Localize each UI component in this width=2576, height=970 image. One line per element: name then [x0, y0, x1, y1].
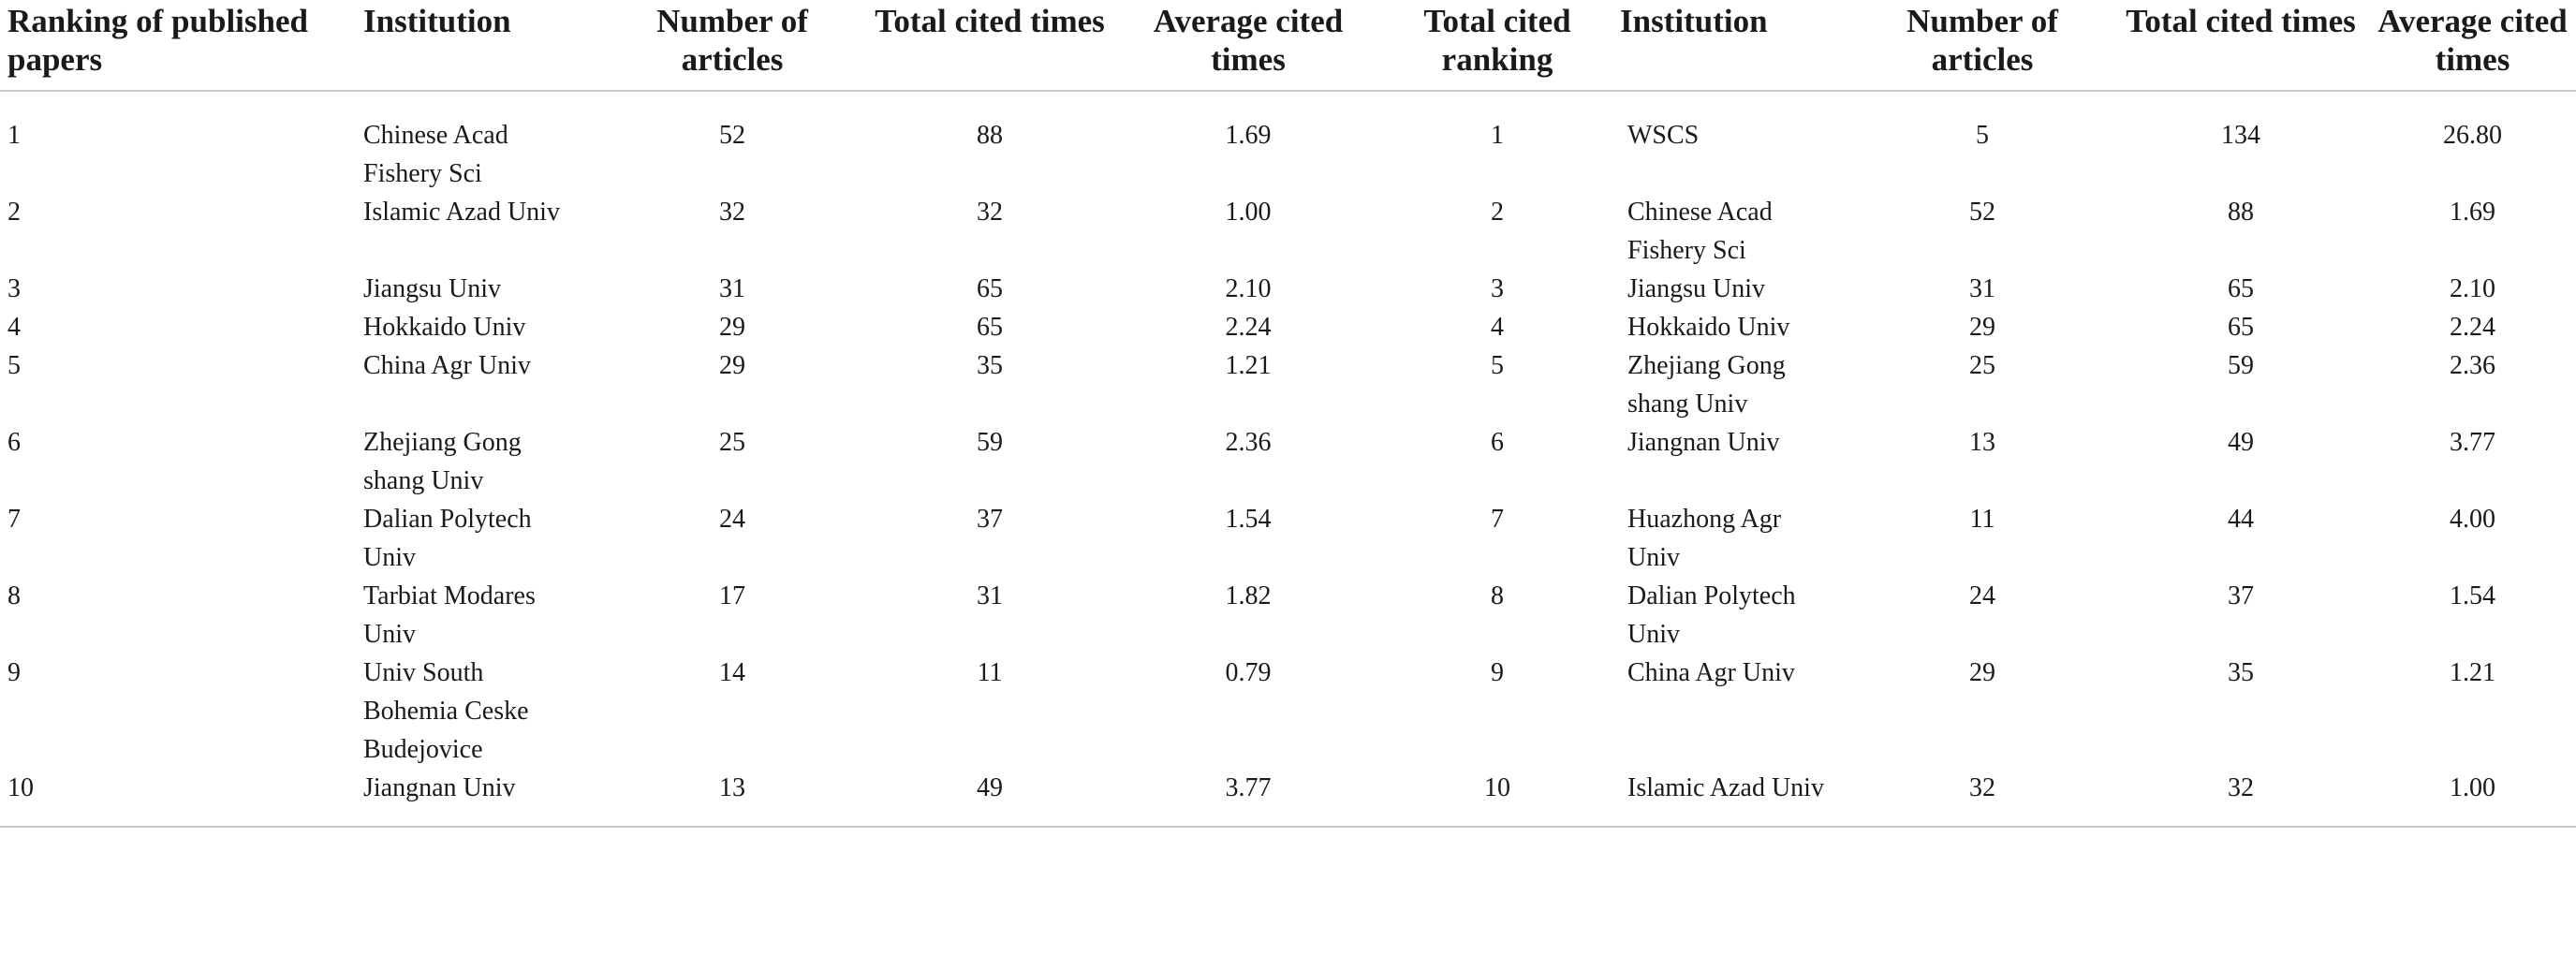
cell-average-cited-times — [1114, 193, 1378, 270]
cell-number-of-articles-2-text: 29 — [1969, 658, 1995, 687]
cell-number-of-articles — [599, 577, 861, 654]
cell-rank-published — [0, 654, 356, 769]
cell-number-of-articles-text: 52 — [719, 121, 745, 150]
cell-number-of-articles-2-text: 11 — [1969, 505, 1995, 534]
cell-number-of-articles-2 — [1848, 577, 2112, 654]
header-average-cited-times: Average cited times — [1114, 0, 1378, 91]
cell-institution-text: Hokkaido Univ — [363, 313, 526, 342]
cell-institution-text: Chinese Acad Fishery Sci — [363, 121, 508, 188]
cell-rank-published-text: 3 — [7, 274, 21, 303]
cell-institution-2-text: Dalian Polytech Univ — [1627, 581, 1796, 649]
cell-total-cited-times — [861, 500, 1114, 577]
cell-total-cited-ranking — [1378, 769, 1612, 827]
cell-average-cited-times-text: 1.00 — [1225, 198, 1272, 227]
header-institution-2: Institution — [1612, 0, 1848, 91]
cell-total-cited-times-2-text: 59 — [2228, 351, 2254, 380]
cell-number-of-articles — [599, 769, 861, 827]
cell-average-cited-times-2-text: 1.54 — [2450, 581, 2495, 610]
cell-total-cited-times-text: 37 — [977, 505, 1003, 534]
cell-total-cited-times — [861, 423, 1114, 500]
cell-institution-2-text: WSCS — [1627, 121, 1700, 150]
cell-number-of-articles-2 — [1848, 654, 2112, 769]
cell-total-cited-ranking-text: 4 — [1491, 313, 1504, 342]
cell-average-cited-times — [1114, 654, 1378, 769]
cell-rank-published-text: 1 — [7, 121, 21, 150]
cell-total-cited-times-2-text: 65 — [2228, 313, 2254, 342]
cell-institution-2 — [1612, 193, 1848, 270]
cell-average-cited-times — [1114, 346, 1378, 423]
header-total-cited-times: Total cited times — [861, 0, 1114, 91]
cell-rank-published — [0, 91, 356, 193]
cell-number-of-articles-2 — [1848, 346, 2112, 423]
cell-total-cited-ranking-text: 5 — [1491, 351, 1504, 380]
cell-total-cited-ranking — [1378, 193, 1612, 270]
cell-number-of-articles-2-text: 25 — [1969, 351, 1995, 380]
cell-average-cited-times-text: 2.10 — [1225, 274, 1272, 303]
cell-rank-published-text: 9 — [7, 658, 21, 687]
cell-average-cited-times — [1114, 577, 1378, 654]
header-institution: Institution — [356, 0, 599, 91]
cell-rank-published — [0, 193, 356, 270]
header-total-cited-times-2: Total cited times — [2112, 0, 2365, 91]
cell-total-cited-ranking — [1378, 346, 1612, 423]
cell-total-cited-times-2-text: 88 — [2228, 198, 2254, 227]
cell-number-of-articles — [599, 270, 861, 308]
table-row — [0, 346, 2576, 423]
cell-institution-2-text: Huazhong Agr Univ — [1627, 505, 1782, 572]
cell-average-cited-times-text: 1.69 — [1225, 121, 1272, 150]
cell-total-cited-times — [861, 577, 1114, 654]
cell-rank-published — [0, 500, 356, 577]
cell-number-of-articles-text: 24 — [719, 505, 745, 534]
cell-total-cited-ranking — [1378, 270, 1612, 308]
cell-average-cited-times-2 — [2365, 423, 2576, 500]
table-row — [0, 654, 2576, 769]
cell-institution-2 — [1612, 91, 1848, 193]
cell-institution-text: Tarbiat Modares Univ — [363, 581, 536, 649]
cell-number-of-articles — [599, 308, 861, 346]
cell-average-cited-times-2 — [2365, 654, 2576, 769]
cell-institution — [356, 346, 599, 423]
cell-total-cited-times-text: 35 — [977, 351, 1003, 380]
cell-average-cited-times-2 — [2365, 500, 2576, 577]
table-header — [0, 0, 2576, 91]
cell-rank-published-text: 2 — [7, 198, 21, 227]
header-number-of-articles: Number of articles — [599, 0, 861, 91]
cell-institution-2 — [1612, 423, 1848, 500]
cell-total-cited-times-2 — [2112, 308, 2365, 346]
cell-average-cited-times-text: 1.82 — [1225, 581, 1272, 610]
cell-rank-published — [0, 769, 356, 827]
cell-number-of-articles-2-text: 5 — [1976, 121, 1989, 150]
cell-average-cited-times — [1114, 769, 1378, 827]
cell-number-of-articles-2 — [1848, 193, 2112, 270]
cell-institution — [356, 308, 599, 346]
cell-total-cited-times-2 — [2112, 346, 2365, 423]
cell-institution-2-text: China Agr Univ — [1627, 658, 1795, 687]
cell-institution-text: Dalian Polytech Univ — [363, 505, 532, 572]
cell-total-cited-ranking-text: 7 — [1491, 505, 1504, 534]
cell-average-cited-times-text: 2.24 — [1225, 313, 1272, 342]
cell-total-cited-times — [861, 193, 1114, 270]
cell-number-of-articles-text: 13 — [719, 773, 745, 802]
cell-rank-published-text: 8 — [7, 581, 21, 610]
cell-average-cited-times-2 — [2365, 769, 2576, 827]
cell-number-of-articles — [599, 346, 861, 423]
cell-average-cited-times-2-text: 2.10 — [2450, 274, 2495, 303]
cell-average-cited-times-2-text: 1.69 — [2450, 198, 2495, 227]
cell-average-cited-times-text: 1.54 — [1225, 505, 1272, 534]
header-average-cited-times-2: Average cited times — [2365, 0, 2576, 91]
cell-average-cited-times — [1114, 500, 1378, 577]
cell-average-cited-times — [1114, 270, 1378, 308]
cell-total-cited-times-2-text: 65 — [2228, 274, 2254, 303]
table-row — [0, 308, 2576, 346]
cell-total-cited-times-text: 65 — [977, 313, 1003, 342]
cell-average-cited-times-2 — [2365, 577, 2576, 654]
cell-total-cited-ranking-text: 9 — [1491, 658, 1504, 687]
header-number-of-articles-2: Number of articles — [1848, 0, 2112, 91]
cell-institution — [356, 769, 599, 827]
cell-total-cited-times — [861, 654, 1114, 769]
cell-institution-2 — [1612, 308, 1848, 346]
cell-average-cited-times-2-text: 4.00 — [2450, 505, 2495, 534]
cell-average-cited-times-2 — [2365, 270, 2576, 308]
cell-institution-2 — [1612, 654, 1848, 769]
cell-total-cited-times-2-text: 37 — [2228, 581, 2254, 610]
cell-number-of-articles-text: 14 — [719, 658, 745, 687]
cell-total-cited-ranking-text: 2 — [1491, 198, 1504, 227]
cell-number-of-articles-2 — [1848, 91, 2112, 193]
cell-total-cited-times-2 — [2112, 577, 2365, 654]
cell-institution — [356, 270, 599, 308]
cell-institution-2-text: Chinese Acad Fishery Sci — [1627, 198, 1773, 265]
cell-average-cited-times-2 — [2365, 91, 2576, 193]
cell-number-of-articles-2 — [1848, 500, 2112, 577]
cell-institution-2 — [1612, 270, 1848, 308]
cell-total-cited-times-text: 32 — [977, 198, 1003, 227]
cell-average-cited-times-2-text: 3.77 — [2450, 428, 2495, 457]
cell-institution — [356, 91, 599, 193]
cell-institution-2-text: Hokkaido Univ — [1627, 313, 1790, 342]
cell-average-cited-times — [1114, 91, 1378, 193]
cell-institution — [356, 654, 599, 769]
cell-total-cited-times-2-text: 44 — [2228, 505, 2254, 534]
cell-institution-2-text: Zhejiang Gong shang Univ — [1627, 351, 1786, 419]
cell-institution-2-text: Jiangnan Univ — [1627, 428, 1780, 457]
cell-total-cited-times-text: 31 — [977, 581, 1003, 610]
cell-average-cited-times-2 — [2365, 346, 2576, 423]
table-row — [0, 769, 2576, 827]
cell-number-of-articles-text: 29 — [719, 351, 745, 380]
cell-total-cited-times-2 — [2112, 654, 2365, 769]
cell-number-of-articles-text: 29 — [719, 313, 745, 342]
cell-total-cited-times-2-text: 134 — [2221, 121, 2260, 150]
table-row — [0, 193, 2576, 270]
cell-number-of-articles-2-text: 13 — [1969, 428, 1995, 457]
cell-average-cited-times — [1114, 423, 1378, 500]
cell-total-cited-times-2-text: 32 — [2228, 773, 2254, 802]
table-body — [0, 91, 2576, 827]
table-row — [0, 500, 2576, 577]
cell-total-cited-times — [861, 91, 1114, 193]
cell-institution-2-text: Jiangsu Univ — [1627, 274, 1765, 303]
cell-institution-text: Zhejiang Gong shang Univ — [363, 428, 522, 495]
cell-total-cited-times-text: 11 — [977, 658, 1003, 687]
cell-average-cited-times-text: 2.36 — [1225, 428, 1272, 457]
cell-rank-published-text: 7 — [7, 505, 21, 534]
cell-average-cited-times-2-text: 2.36 — [2450, 351, 2495, 380]
cell-institution-text: Jiangsu Univ — [363, 274, 501, 303]
cell-number-of-articles-text: 32 — [719, 198, 745, 227]
cell-institution — [356, 423, 599, 500]
cell-institution-text: Jiangnan Univ — [363, 773, 516, 802]
table-row — [0, 577, 2576, 654]
cell-rank-published — [0, 270, 356, 308]
cell-number-of-articles-2 — [1848, 308, 2112, 346]
cell-average-cited-times-text: 0.79 — [1225, 658, 1272, 687]
cell-number-of-articles-2-text: 29 — [1969, 313, 1995, 342]
cell-total-cited-times-2 — [2112, 193, 2365, 270]
cell-institution — [356, 500, 599, 577]
cell-total-cited-times-text: 49 — [977, 773, 1003, 802]
cell-institution-text: China Agr Univ — [363, 351, 531, 380]
cell-average-cited-times-2 — [2365, 193, 2576, 270]
cell-institution-2 — [1612, 769, 1848, 827]
cell-institution-2 — [1612, 577, 1848, 654]
cell-total-cited-ranking — [1378, 500, 1612, 577]
cell-number-of-articles — [599, 423, 861, 500]
cell-rank-published — [0, 423, 356, 500]
cell-institution-2 — [1612, 346, 1848, 423]
header-rank-published: Ranking of published papers — [0, 0, 356, 91]
cell-total-cited-times-text: 65 — [977, 274, 1003, 303]
header-total-cited-ranking: Total cited ranking — [1378, 0, 1612, 91]
cell-rank-published — [0, 308, 356, 346]
cell-total-cited-ranking-text: 6 — [1491, 428, 1504, 457]
cell-total-cited-times-2 — [2112, 769, 2365, 827]
cell-institution-2-text: Islamic Azad Univ — [1627, 773, 1824, 802]
cell-total-cited-times-2-text: 49 — [2228, 428, 2254, 457]
cell-rank-published — [0, 577, 356, 654]
cell-number-of-articles — [599, 193, 861, 270]
cell-average-cited-times — [1114, 308, 1378, 346]
cell-total-cited-times-text: 59 — [977, 428, 1003, 457]
cell-number-of-articles — [599, 500, 861, 577]
table-row — [0, 270, 2576, 308]
cell-number-of-articles-2-text: 32 — [1969, 773, 1995, 802]
cell-total-cited-times-2 — [2112, 500, 2365, 577]
cell-number-of-articles — [599, 91, 861, 193]
cell-total-cited-times — [861, 270, 1114, 308]
cell-total-cited-ranking-text: 3 — [1491, 274, 1504, 303]
cell-total-cited-times — [861, 769, 1114, 827]
cell-number-of-articles-text: 17 — [719, 581, 745, 610]
cell-total-cited-ranking-text: 1 — [1491, 121, 1504, 150]
cell-average-cited-times-2-text: 1.00 — [2450, 773, 2495, 802]
cell-total-cited-ranking — [1378, 423, 1612, 500]
cell-institution — [356, 577, 599, 654]
cell-number-of-articles — [599, 654, 861, 769]
cell-institution-text: Univ South Bohemia Ceske Budejovice — [363, 658, 529, 764]
cell-average-cited-times-2-text: 1.21 — [2450, 658, 2495, 687]
cell-total-cited-times-2 — [2112, 423, 2365, 500]
cell-institution-text: Islamic Azad Univ — [363, 198, 560, 227]
cell-total-cited-times-2 — [2112, 270, 2365, 308]
cell-number-of-articles-2-text: 31 — [1969, 274, 1995, 303]
cell-total-cited-ranking — [1378, 308, 1612, 346]
cell-total-cited-times-2-text: 35 — [2228, 658, 2254, 687]
cell-number-of-articles-2-text: 24 — [1969, 581, 1995, 610]
cell-average-cited-times-text: 3.77 — [1225, 773, 1272, 802]
cell-total-cited-ranking — [1378, 91, 1612, 193]
cell-total-cited-ranking — [1378, 654, 1612, 769]
table-row — [0, 91, 2576, 193]
cell-average-cited-times-2-text: 26.80 — [2443, 121, 2502, 150]
cell-number-of-articles-text: 31 — [719, 274, 745, 303]
cell-number-of-articles-text: 25 — [719, 428, 745, 457]
cell-total-cited-times — [861, 308, 1114, 346]
header-row — [0, 0, 2576, 91]
cell-total-cited-times-2 — [2112, 91, 2365, 193]
cell-rank-published-text: 10 — [7, 773, 34, 802]
cell-total-cited-times — [861, 346, 1114, 423]
cell-total-cited-ranking — [1378, 577, 1612, 654]
cell-number-of-articles-2 — [1848, 423, 2112, 500]
cell-total-cited-ranking-text: 10 — [1484, 773, 1510, 802]
cell-total-cited-times-text: 88 — [977, 121, 1003, 150]
cell-rank-published — [0, 346, 356, 423]
cell-total-cited-ranking-text: 8 — [1491, 581, 1504, 610]
cell-average-cited-times-2-text: 2.24 — [2450, 313, 2495, 342]
cell-average-cited-times-2 — [2365, 308, 2576, 346]
cell-number-of-articles-2-text: 52 — [1969, 198, 1995, 227]
cell-institution — [356, 193, 599, 270]
cell-rank-published-text: 4 — [7, 313, 21, 342]
cell-institution-2 — [1612, 500, 1848, 577]
cell-average-cited-times-text: 1.21 — [1225, 351, 1272, 380]
cell-number-of-articles-2 — [1848, 769, 2112, 827]
cell-rank-published-text: 5 — [7, 351, 21, 380]
cell-rank-published-text: 6 — [7, 428, 21, 457]
cell-number-of-articles-2 — [1848, 270, 2112, 308]
table-row — [0, 423, 2576, 500]
